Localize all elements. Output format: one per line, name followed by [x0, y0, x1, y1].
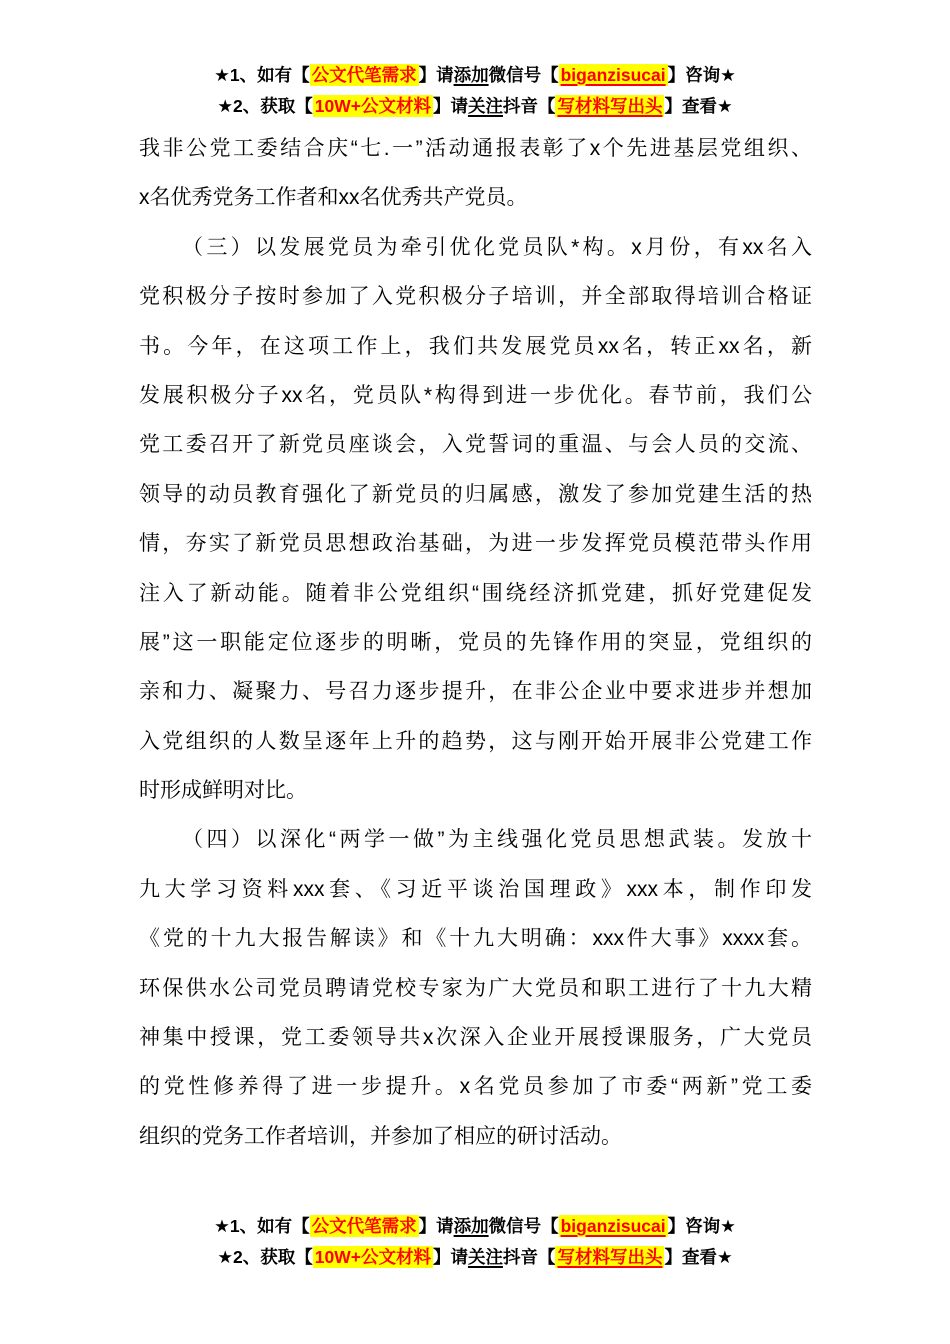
douyin-id: 写材料写出头	[557, 1247, 663, 1267]
star-prefix-1: ★1、如有【	[214, 1216, 310, 1236]
wechat-id: biganzisucai	[560, 1216, 666, 1236]
text-line: 组织的党务工作者培训，并参加了相应的研讨活动。	[139, 1124, 622, 1148]
paragraph-1	[139, 124, 812, 223]
plain-text: 】请	[432, 96, 468, 116]
plain-text: 】查看★	[664, 1247, 733, 1267]
text-line: 时形成鲜明对比。	[139, 779, 307, 803]
text-line: 注入了新动能。随着非公党组织“围绕经济抓党建，抓好党建促发	[139, 581, 812, 605]
text-line: 发展积极分子xx名，党员队*构得到进一步优化。春节前，我们公	[139, 383, 812, 407]
text-line: 《党的十九大报告解读》和《十九大明确：xxx件大事》xxxx套。	[139, 927, 812, 951]
banner-line-1	[0, 1211, 950, 1242]
text-line: 亲和力、凝聚力、号召力逐步提升，在非公企业中要求进步并想加	[139, 680, 812, 704]
action-add: 添加	[453, 1216, 489, 1236]
star-prefix-2: ★2、获取【	[217, 1247, 313, 1267]
plain-text: 】请	[418, 1216, 454, 1236]
text-line: 党工委召开了新党员座谈会，入党誓词的重温、与会人员的交流、	[139, 433, 812, 457]
text-line: 的党性修养得了进一步提升。x名党员参加了市委“两新”党工委	[139, 1075, 812, 1099]
douyin-id: 写材料写出头	[557, 96, 663, 116]
promo-banner-bottom	[0, 1211, 950, 1273]
text-line: 环保供水公司党员聘请党校专家为广大党员和职工进行了十九大精	[139, 976, 812, 1000]
banner-line-2	[0, 1242, 950, 1273]
action-follow: 关注	[467, 1247, 503, 1267]
plain-text: 微信号【	[488, 65, 559, 85]
text-line: （三）以发展党员为牵引优化党员队*构。x月份，有xx名入	[182, 235, 812, 259]
paragraph-3	[139, 815, 812, 1161]
text-line: 情，夯实了新党员思想政治基础，为进一步发挥党员模范带头作用	[139, 532, 812, 556]
plain-text: 抖音【	[502, 1247, 556, 1267]
star-prefix-2: ★2、获取【	[217, 96, 313, 116]
wechat-id: biganzisucai	[560, 65, 666, 85]
material-name: 10W+公文材料	[314, 1247, 431, 1267]
text-line: 领导的动员教育强化了新党员的归属感，激发了参加党建生活的热	[139, 482, 812, 506]
service-name: 公文代笔需求	[311, 1216, 417, 1236]
text-line: 神集中授课，党工委领导共x次深入企业开展授课服务，广大党员	[139, 1026, 812, 1050]
plain-text: 】请	[418, 65, 454, 85]
text-line: 九大学习资料xxx套、《习近平谈治国理政》xxx本，制作印发	[139, 877, 812, 901]
text-line: 我非公党工委结合庆“七.一”活动通报表彰了x个先进基层党组织、	[139, 137, 812, 160]
star-prefix-1: ★1、如有【	[214, 65, 310, 85]
text-line: 入党组织的人数呈逐年上升的趋势，这与刚开始开展非公党建工作	[139, 729, 812, 753]
plain-text: 微信号【	[488, 1216, 559, 1236]
paragraph-2	[139, 223, 812, 816]
banner-line-1	[0, 60, 950, 91]
plain-text: 】请	[432, 1247, 468, 1267]
text-line: x名优秀党务工作者和xx名优秀共产党员。	[139, 186, 528, 210]
text-line: （四）以深化“两学一做”为主线强化党员思想武装。发放十	[182, 828, 812, 852]
plain-text: 】咨询★	[667, 1216, 736, 1236]
text-line: 书。今年，在这项工作上，我们共发展党员xx名，转正xx名，新	[139, 334, 812, 358]
action-add: 添加	[453, 65, 489, 85]
text-line: 党积极分子按时参加了入党积极分子培训，并全部取得培训合格证	[139, 285, 812, 309]
plain-text: 抖音【	[502, 96, 556, 116]
plain-text: 】咨询★	[667, 65, 736, 85]
action-follow: 关注	[467, 96, 503, 116]
material-name: 10W+公文材料	[314, 96, 431, 116]
document-body	[139, 124, 812, 1161]
plain-text: 】查看★	[664, 96, 733, 116]
text-line: 展”这一职能定位逐步的明晰，党员的先锋作用的突显，党组织的	[139, 630, 812, 654]
service-name: 公文代笔需求	[311, 65, 417, 85]
promo-banner-top	[0, 60, 950, 122]
banner-line-2	[0, 91, 950, 122]
